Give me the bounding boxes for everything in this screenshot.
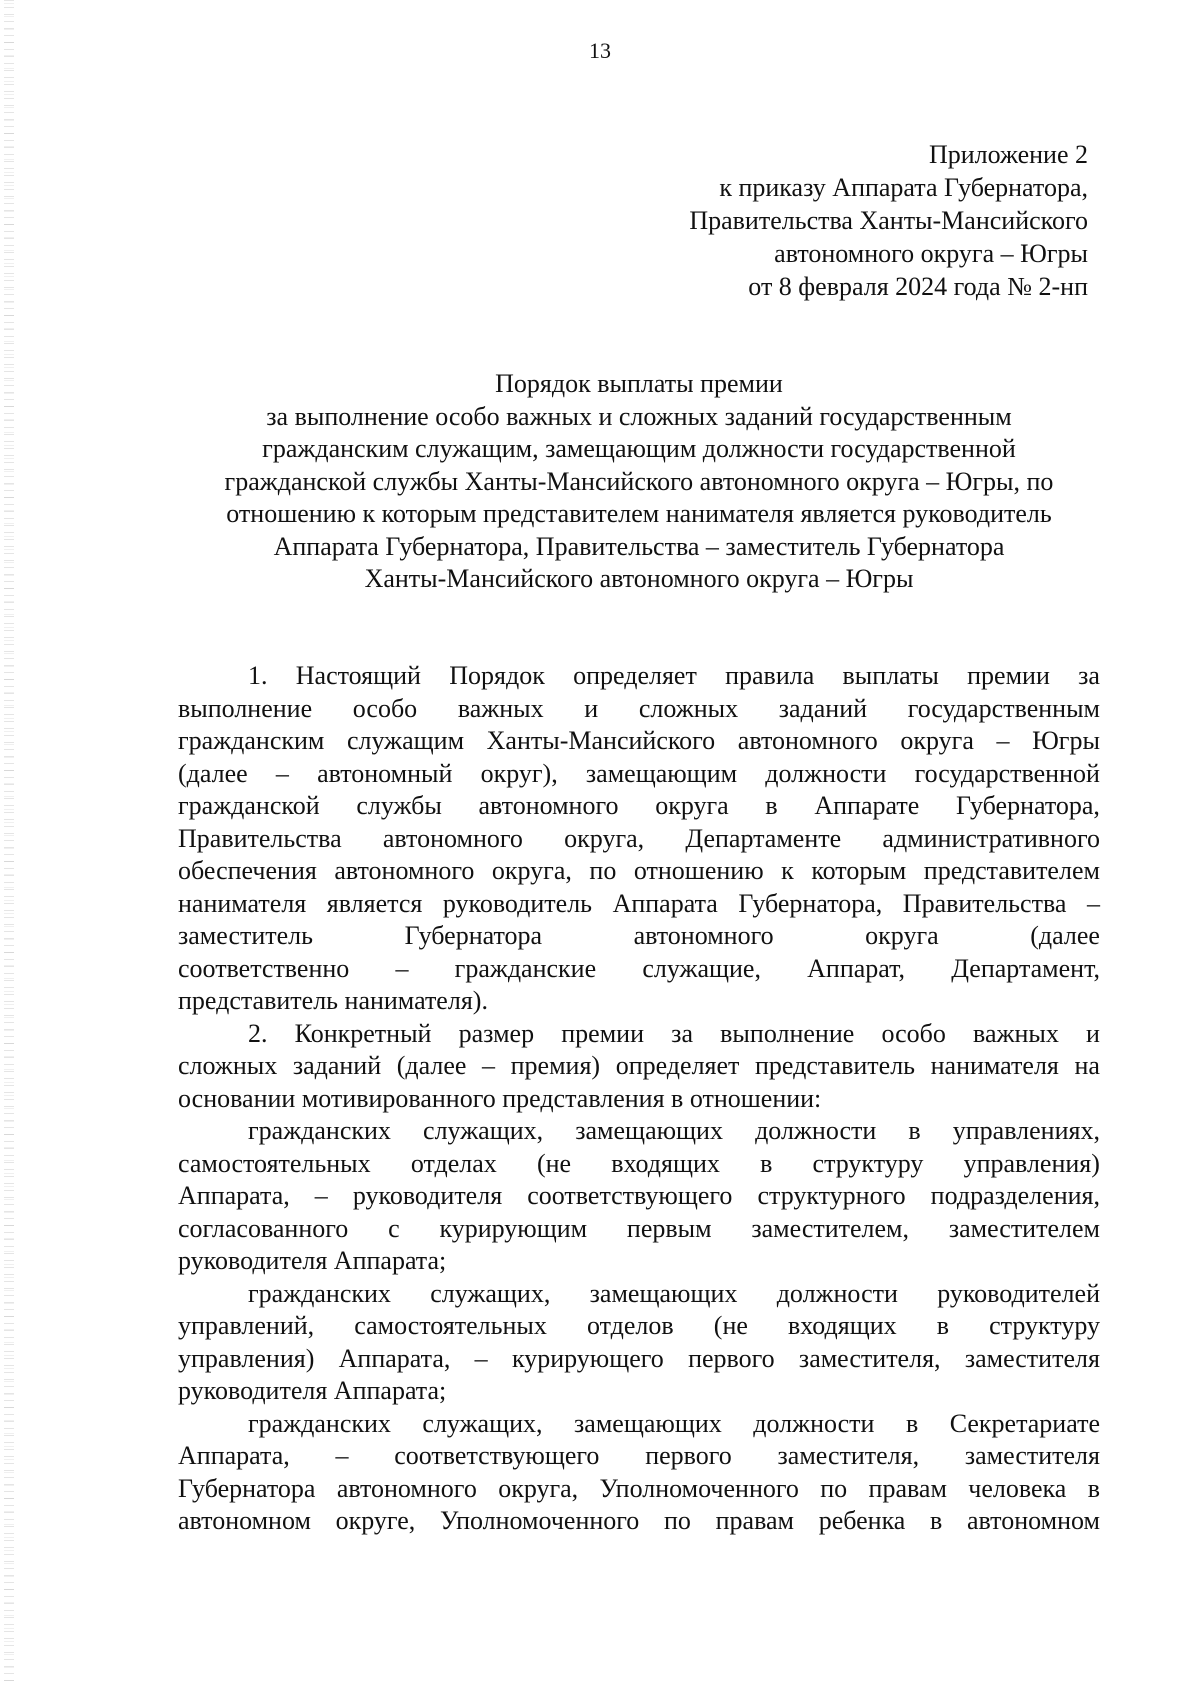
word: должности bbox=[765, 758, 887, 788]
word: автономного bbox=[382, 823, 523, 853]
word: важных bbox=[457, 693, 544, 723]
paragraph bbox=[178, 1115, 1100, 1278]
word: важных bbox=[973, 1018, 1059, 1048]
word: должности bbox=[753, 1408, 875, 1438]
word: служащих, bbox=[430, 1278, 551, 1308]
word: управлений, bbox=[178, 1311, 315, 1340]
paragraph-line bbox=[178, 920, 1100, 953]
word: округа bbox=[900, 726, 974, 755]
word: государственной bbox=[914, 758, 1100, 788]
word: курирующего bbox=[511, 1343, 664, 1373]
word: согласованного bbox=[178, 1213, 349, 1243]
word: округа bbox=[655, 791, 729, 820]
word: Губернатора bbox=[404, 921, 543, 950]
word: 1. bbox=[248, 661, 268, 690]
word: размер bbox=[458, 1018, 535, 1048]
word: Губернатора bbox=[178, 1473, 316, 1503]
word: заместителя, bbox=[777, 1441, 920, 1470]
word: в bbox=[930, 1506, 943, 1535]
word: гражданских bbox=[248, 1408, 391, 1438]
paragraph-line bbox=[178, 693, 1100, 726]
word: соответствующего bbox=[527, 1181, 733, 1210]
paragraph-line bbox=[178, 1408, 1100, 1441]
word: гражданским bbox=[178, 726, 325, 755]
word: человека bbox=[968, 1473, 1067, 1503]
word: служащим bbox=[346, 726, 465, 755]
word: в bbox=[1087, 1473, 1100, 1503]
word: в bbox=[765, 791, 778, 820]
paragraph bbox=[178, 660, 1100, 1018]
word: представитель bbox=[755, 1051, 916, 1080]
document-title bbox=[178, 368, 1100, 596]
word: заместителя bbox=[964, 1343, 1100, 1373]
word: по bbox=[589, 856, 617, 885]
word: руководитель bbox=[442, 888, 593, 918]
paragraph-line bbox=[178, 953, 1100, 986]
word: первого bbox=[688, 1343, 775, 1373]
word: должности bbox=[755, 1116, 877, 1145]
word: автономный bbox=[317, 758, 453, 788]
word: Губернатора, bbox=[738, 888, 883, 918]
paragraph-line bbox=[178, 855, 1100, 888]
word: представитель нанимателя). bbox=[178, 986, 488, 1015]
paragraph-line bbox=[178, 823, 1100, 856]
word: в bbox=[936, 1311, 950, 1340]
word: Ханты-Мансийского bbox=[486, 726, 716, 755]
word: Конкретный bbox=[294, 1018, 432, 1048]
word: службы bbox=[356, 791, 442, 820]
word: руководителя bbox=[352, 1181, 503, 1210]
word: округа, bbox=[564, 823, 645, 853]
word: заместитель bbox=[178, 921, 314, 950]
word: автономного bbox=[478, 791, 619, 820]
paragraph-line bbox=[178, 1505, 1100, 1538]
word: Департамент, bbox=[951, 953, 1100, 983]
paragraph-line bbox=[178, 1213, 1100, 1246]
word: округа bbox=[865, 921, 939, 950]
word: самостоятельных bbox=[354, 1311, 547, 1340]
word: Аппарата bbox=[612, 888, 718, 918]
title-line: отношению к которым представителем нанимателя является руководитель bbox=[226, 499, 1052, 528]
word: структурного bbox=[757, 1181, 906, 1210]
word: (не bbox=[713, 1311, 748, 1340]
word: сложных bbox=[638, 693, 739, 723]
word: основании мотивированного представления в отношении: bbox=[178, 1083, 822, 1113]
word: Аппарате bbox=[814, 791, 920, 820]
title-line: Аппарата Губернатора, Правительства – заместитель Губернатора bbox=[273, 531, 1005, 561]
word: самостоятельных bbox=[178, 1148, 371, 1178]
word: нанимателя bbox=[178, 888, 307, 918]
word: (далее bbox=[396, 1051, 467, 1080]
word: Аппарата, bbox=[178, 1181, 290, 1210]
word: отношению bbox=[633, 856, 764, 885]
word: по bbox=[664, 1506, 691, 1535]
word: по bbox=[820, 1473, 848, 1503]
word: автономного bbox=[737, 726, 878, 755]
word: гражданские bbox=[454, 953, 597, 983]
word: выполнение bbox=[720, 1018, 855, 1048]
word: – bbox=[314, 1181, 328, 1210]
word: отделов bbox=[586, 1311, 674, 1340]
title-line: Порядок выплаты премии bbox=[495, 369, 783, 398]
paragraph-line bbox=[178, 790, 1100, 823]
word: обеспечения bbox=[178, 856, 317, 885]
word: заместителя, bbox=[798, 1343, 941, 1373]
title-line: гражданским служащим, замещающим должности государственной bbox=[262, 434, 1016, 463]
word: отделах bbox=[410, 1148, 497, 1178]
paragraph-line bbox=[178, 985, 1100, 1018]
word: определяет bbox=[615, 1051, 740, 1080]
word: (далее bbox=[1030, 921, 1100, 950]
word: особо bbox=[881, 1018, 946, 1048]
word: автономного bbox=[633, 921, 774, 950]
word: – bbox=[275, 758, 289, 788]
word: Уполномоченного bbox=[439, 1506, 640, 1535]
word: в bbox=[908, 1116, 921, 1145]
word: особо bbox=[352, 693, 418, 723]
appendix-block bbox=[568, 138, 1088, 303]
paragraph-line bbox=[178, 1115, 1100, 1148]
appendix-line: автономного округа – Югры bbox=[774, 239, 1088, 268]
word: Секретариате bbox=[949, 1408, 1100, 1438]
scan-edge-artifact bbox=[4, 0, 14, 1685]
word: подразделения, bbox=[930, 1181, 1100, 1210]
word: – bbox=[395, 953, 409, 983]
paragraph-line bbox=[178, 888, 1100, 921]
word: округ), bbox=[480, 758, 558, 788]
word: сложных bbox=[178, 1051, 278, 1080]
word: государственным bbox=[907, 693, 1100, 723]
word: замещающих bbox=[589, 1278, 738, 1308]
document-body bbox=[178, 660, 1100, 1538]
word: Настоящий bbox=[295, 661, 421, 690]
word: с bbox=[388, 1213, 400, 1243]
word: в bbox=[905, 1408, 919, 1438]
appendix-line: Приложение 2 bbox=[928, 140, 1088, 169]
word: первым bbox=[626, 1213, 712, 1243]
title-line: гражданской службы Ханты-Мансийского автономного округа – Югры, по bbox=[224, 466, 1054, 496]
word: автономного bbox=[336, 1473, 477, 1503]
word: управления) bbox=[963, 1148, 1100, 1178]
word: к bbox=[781, 856, 794, 885]
word: – bbox=[996, 726, 1010, 755]
title-line: за выполнение особо важных и сложных заданий государственным bbox=[266, 401, 1012, 431]
word: является bbox=[326, 888, 423, 918]
word: и bbox=[584, 693, 599, 723]
paragraph-line bbox=[178, 1083, 1100, 1116]
word: Порядок bbox=[449, 661, 545, 690]
paragraph-line bbox=[178, 1148, 1100, 1181]
word: которым bbox=[811, 856, 907, 885]
word: руководителя Аппарата; bbox=[178, 1376, 447, 1405]
word: курирующим bbox=[439, 1213, 588, 1243]
paragraph-line bbox=[178, 1343, 1100, 1376]
word: входящих bbox=[611, 1148, 720, 1178]
paragraph bbox=[178, 1278, 1100, 1408]
word: должности bbox=[776, 1278, 898, 1308]
word: заместителем, bbox=[751, 1213, 910, 1243]
word: заданий bbox=[778, 693, 868, 723]
paragraph-line bbox=[178, 758, 1100, 791]
paragraph-line bbox=[178, 1050, 1100, 1083]
word: руководителей bbox=[937, 1278, 1100, 1308]
word: правила bbox=[725, 661, 815, 690]
paragraph-line bbox=[178, 660, 1100, 693]
word: – bbox=[335, 1441, 349, 1470]
word: на bbox=[1074, 1051, 1100, 1080]
paragraph bbox=[178, 1408, 1100, 1538]
word: округа, bbox=[498, 1473, 579, 1503]
word: Правительства bbox=[902, 888, 1067, 918]
appendix-line: к приказу Аппарата Губернатора, bbox=[719, 173, 1088, 202]
word: ребенка bbox=[818, 1506, 906, 1535]
paragraph-line bbox=[178, 725, 1100, 758]
paragraph-line bbox=[178, 1440, 1100, 1473]
word: автономном bbox=[178, 1506, 311, 1535]
word: управления) bbox=[178, 1343, 315, 1373]
word: автономном bbox=[967, 1506, 1100, 1535]
word: выплаты bbox=[842, 661, 939, 690]
paragraph bbox=[178, 1018, 1100, 1116]
word: Аппарата, bbox=[178, 1441, 290, 1470]
word: первого bbox=[645, 1441, 732, 1470]
paragraph-line bbox=[178, 1473, 1100, 1506]
word: округе, bbox=[335, 1506, 416, 1535]
word: административного bbox=[882, 823, 1100, 853]
word: премии bbox=[967, 661, 1050, 690]
title-line: Ханты-Мансийского автономного округа – Югры bbox=[364, 564, 914, 593]
word: (не bbox=[536, 1148, 572, 1178]
appendix-line: от 8 февраля 2024 года № 2-нп bbox=[748, 272, 1088, 301]
word: – bbox=[482, 1051, 496, 1080]
word: выполнение bbox=[178, 693, 313, 723]
paragraph-line bbox=[178, 1310, 1100, 1343]
word: служащих, bbox=[422, 1408, 543, 1438]
word: заместителем bbox=[948, 1213, 1100, 1243]
word: (далее bbox=[178, 758, 248, 788]
word: нанимателя bbox=[930, 1051, 1059, 1080]
word: в bbox=[760, 1148, 773, 1178]
word: Правительства bbox=[178, 823, 342, 853]
paragraph-line bbox=[178, 1245, 1100, 1278]
word: Департаменте bbox=[685, 823, 842, 853]
paragraph-line bbox=[178, 1180, 1100, 1213]
word: управлениях, bbox=[952, 1116, 1100, 1145]
paragraph-line bbox=[178, 1278, 1100, 1311]
word: за bbox=[1078, 661, 1100, 690]
word: соответствующего bbox=[394, 1441, 600, 1470]
word: Губернатора, bbox=[955, 791, 1100, 820]
word: Уполномоченного bbox=[599, 1473, 799, 1503]
word: и bbox=[1086, 1018, 1100, 1048]
word: служащих, bbox=[423, 1116, 544, 1145]
word: замещающим bbox=[585, 758, 738, 788]
word: автономного bbox=[334, 856, 475, 885]
word: за bbox=[671, 1018, 693, 1048]
word: гражданских bbox=[248, 1278, 391, 1308]
word: премии bbox=[561, 1018, 644, 1048]
word: заместителя bbox=[964, 1441, 1100, 1470]
word: премия) bbox=[510, 1051, 601, 1080]
word: Аппарата, bbox=[338, 1343, 451, 1373]
word: гражданской bbox=[178, 791, 320, 820]
word: замещающих bbox=[575, 1116, 723, 1145]
word: служащие, bbox=[642, 953, 761, 983]
word: определяет bbox=[573, 661, 697, 690]
word: округа, bbox=[491, 856, 572, 885]
word: соответственно bbox=[178, 953, 350, 983]
word: Аппарат, bbox=[807, 953, 906, 983]
word: представителем bbox=[923, 856, 1100, 885]
paragraph-line bbox=[178, 1018, 1100, 1051]
word: входящих bbox=[788, 1311, 897, 1340]
word: правам bbox=[868, 1473, 947, 1503]
word: правам bbox=[715, 1506, 794, 1535]
word: руководителя Аппарата; bbox=[178, 1246, 447, 1275]
word: 2. bbox=[248, 1018, 268, 1048]
word: структуру bbox=[812, 1148, 924, 1178]
word: Югры bbox=[1032, 726, 1100, 755]
word: заданий bbox=[292, 1051, 382, 1080]
appendix-line: Правительства Ханты-Мансийского bbox=[689, 206, 1088, 235]
word: – bbox=[1086, 888, 1100, 918]
word: замещающих bbox=[574, 1408, 722, 1438]
word: структуру bbox=[989, 1311, 1100, 1340]
word: – bbox=[474, 1343, 488, 1373]
word: гражданских bbox=[248, 1116, 391, 1145]
paragraph-line bbox=[178, 1375, 1100, 1408]
page-number: 13 bbox=[589, 38, 611, 63]
